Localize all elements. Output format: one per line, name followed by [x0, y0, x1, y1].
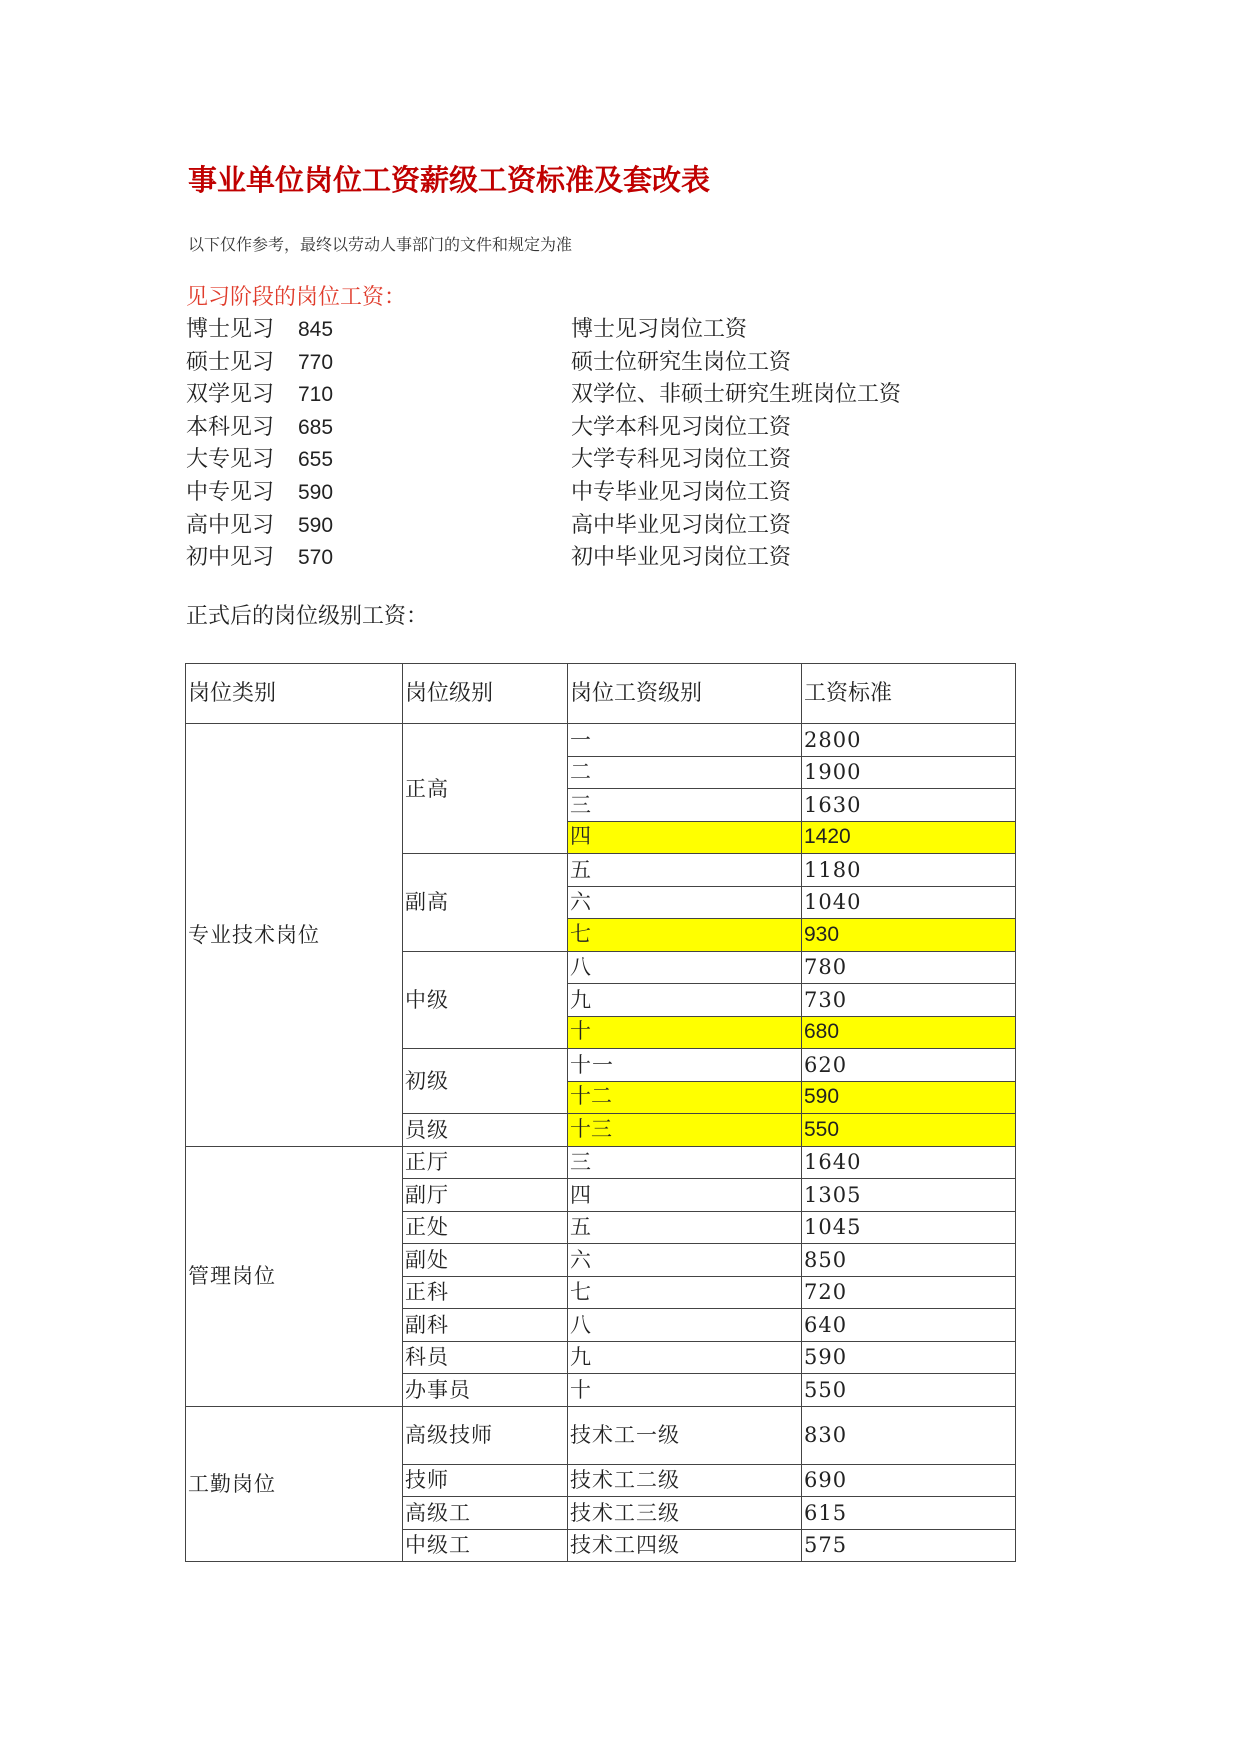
trainee-name: 初中见习	[186, 545, 275, 571]
salary-cell: 1180	[802, 854, 1016, 887]
trainee-name: 大专见习	[186, 447, 275, 473]
level-cell: 副科	[403, 1309, 568, 1342]
level-cell: 技师	[403, 1464, 568, 1497]
trainee-name: 本科见习	[186, 414, 275, 440]
level-cell: 正处	[403, 1211, 568, 1244]
trainee-amount: 710	[298, 383, 334, 407]
level-cell: 正高	[403, 724, 568, 854]
grade-cell: 五	[568, 854, 802, 887]
salary-cell: 1040	[802, 886, 1016, 919]
grade-cell: 十一	[568, 1049, 802, 1082]
salary-cell: 550	[802, 1114, 1016, 1147]
salary-cell: 680	[802, 1016, 1016, 1049]
trainee-wage-list	[186, 314, 986, 575]
grade-cell: 三	[568, 789, 802, 822]
table-header-row	[186, 664, 1016, 724]
salary-cell: 590	[802, 1081, 1016, 1114]
level-cell: 副高	[403, 854, 568, 952]
salary-cell: 830	[802, 1406, 1016, 1464]
trainee-item	[186, 510, 986, 543]
grade-cell: 十	[568, 1374, 802, 1407]
salary-cell: 850	[802, 1244, 1016, 1277]
trainee-item	[186, 347, 986, 380]
grade-cell: 九	[568, 984, 802, 1017]
level-cell: 高级技师	[403, 1406, 568, 1464]
trainee-item	[186, 314, 986, 347]
salary-cell: 1305	[802, 1179, 1016, 1212]
grade-cell: 一	[568, 724, 802, 757]
salary-cell: 1630	[802, 789, 1016, 822]
reference-note: 以下仅作参考，最终以劳动人事部门的文件和规定为准	[188, 235, 573, 254]
formal-section-heading: 正式后的岗位级别工资：	[186, 604, 429, 629]
salary-cell: 780	[802, 951, 1016, 984]
salary-cell: 575	[802, 1529, 1016, 1562]
grade-cell: 三	[568, 1146, 802, 1179]
trainee-description: 初中毕业见习岗位工资	[571, 545, 792, 571]
header-level: 岗位级别	[403, 664, 568, 724]
grade-cell: 技术工一级	[568, 1406, 802, 1464]
category-cell: 管理岗位	[186, 1146, 403, 1406]
level-cell: 副厅	[403, 1179, 568, 1212]
grade-cell: 五	[568, 1211, 802, 1244]
grade-cell: 九	[568, 1341, 802, 1374]
trainee-description: 高中毕业见习岗位工资	[571, 512, 792, 538]
grade-cell: 技术工四级	[568, 1529, 802, 1562]
grade-cell: 技术工二级	[568, 1464, 802, 1497]
level-cell: 中级	[403, 951, 568, 1049]
grade-cell: 六	[568, 886, 802, 919]
trainee-amount: 770	[298, 350, 334, 374]
level-cell: 办事员	[403, 1374, 568, 1407]
trainee-item	[186, 379, 986, 412]
trainee-amount: 590	[298, 513, 334, 537]
trainee-amount: 845	[298, 318, 334, 341]
level-cell: 初级	[403, 1049, 568, 1114]
salary-cell: 620	[802, 1049, 1016, 1082]
trainee-name: 高中见习	[186, 512, 275, 538]
trainee-name: 双学见习	[186, 382, 275, 408]
category-cell: 工勤岗位	[186, 1406, 403, 1562]
grade-cell: 七	[568, 1276, 802, 1309]
trainee-name: 博士见习	[186, 317, 275, 342]
trainee-name: 中专见习	[186, 479, 275, 505]
salary-cell: 930	[802, 919, 1016, 952]
table-row	[186, 724, 1016, 757]
trainee-amount: 685	[298, 415, 334, 439]
table-row	[186, 1146, 1016, 1179]
salary-cell: 1420	[802, 821, 1016, 854]
level-cell: 中级工	[403, 1529, 568, 1562]
trainee-item	[186, 444, 986, 477]
grade-cell: 六	[568, 1244, 802, 1277]
trainee-description: 大学本科见习岗位工资	[571, 414, 792, 440]
grade-cell: 七	[568, 919, 802, 952]
trainee-description: 中专毕业见习岗位工资	[571, 479, 792, 505]
salary-cell: 615	[802, 1497, 1016, 1530]
salary-cell: 730	[802, 984, 1016, 1017]
level-cell: 正科	[403, 1276, 568, 1309]
salary-cell: 1045	[802, 1211, 1016, 1244]
level-cell: 副处	[403, 1244, 568, 1277]
grade-cell: 八	[568, 951, 802, 984]
trainee-amount: 655	[298, 448, 334, 472]
grade-cell: 十	[568, 1016, 802, 1049]
header-grade: 岗位工资级别	[568, 664, 802, 724]
salary-cell: 590	[802, 1341, 1016, 1374]
trainee-description: 硕士位研究生岗位工资	[571, 349, 792, 375]
trainee-amount: 570	[298, 546, 334, 570]
salary-cell: 690	[802, 1464, 1016, 1497]
salary-cell: 1640	[802, 1146, 1016, 1179]
trainee-item	[186, 412, 986, 445]
header-salary: 工资标准	[802, 664, 1016, 724]
grade-cell: 技术工三级	[568, 1497, 802, 1530]
salary-cell: 2800	[802, 724, 1016, 757]
trainee-name: 硕士见习	[186, 349, 275, 375]
level-cell: 正厅	[403, 1146, 568, 1179]
level-cell: 高级工	[403, 1497, 568, 1530]
trainee-amount: 590	[298, 480, 334, 504]
salary-cell: 640	[802, 1309, 1016, 1342]
header-category: 岗位类别	[186, 664, 403, 724]
level-cell: 科员	[403, 1341, 568, 1374]
trainee-item	[186, 542, 986, 575]
trainee-description: 大学专科见习岗位工资	[571, 447, 792, 473]
category-cell: 专业技术岗位	[186, 724, 403, 1147]
trainee-item	[186, 477, 986, 510]
table-row	[186, 1406, 1016, 1464]
trainee-section-heading: 见习阶段的岗位工资：	[186, 285, 407, 310]
level-cell: 员级	[403, 1114, 568, 1147]
grade-cell: 四	[568, 1179, 802, 1212]
salary-table	[185, 663, 1016, 1562]
grade-cell: 八	[568, 1309, 802, 1342]
salary-cell: 720	[802, 1276, 1016, 1309]
page-title: 事业单位岗位工资薪级工资标准及套改表	[188, 163, 711, 197]
grade-cell: 十二	[568, 1081, 802, 1114]
grade-cell: 十三	[568, 1114, 802, 1147]
grade-cell: 二	[568, 756, 802, 789]
grade-cell: 四	[568, 821, 802, 854]
trainee-description: 博士见习岗位工资	[571, 317, 748, 342]
trainee-description: 双学位、非硕士研究生班岗位工资	[571, 382, 902, 408]
salary-cell: 1900	[802, 756, 1016, 789]
salary-cell: 550	[802, 1374, 1016, 1407]
